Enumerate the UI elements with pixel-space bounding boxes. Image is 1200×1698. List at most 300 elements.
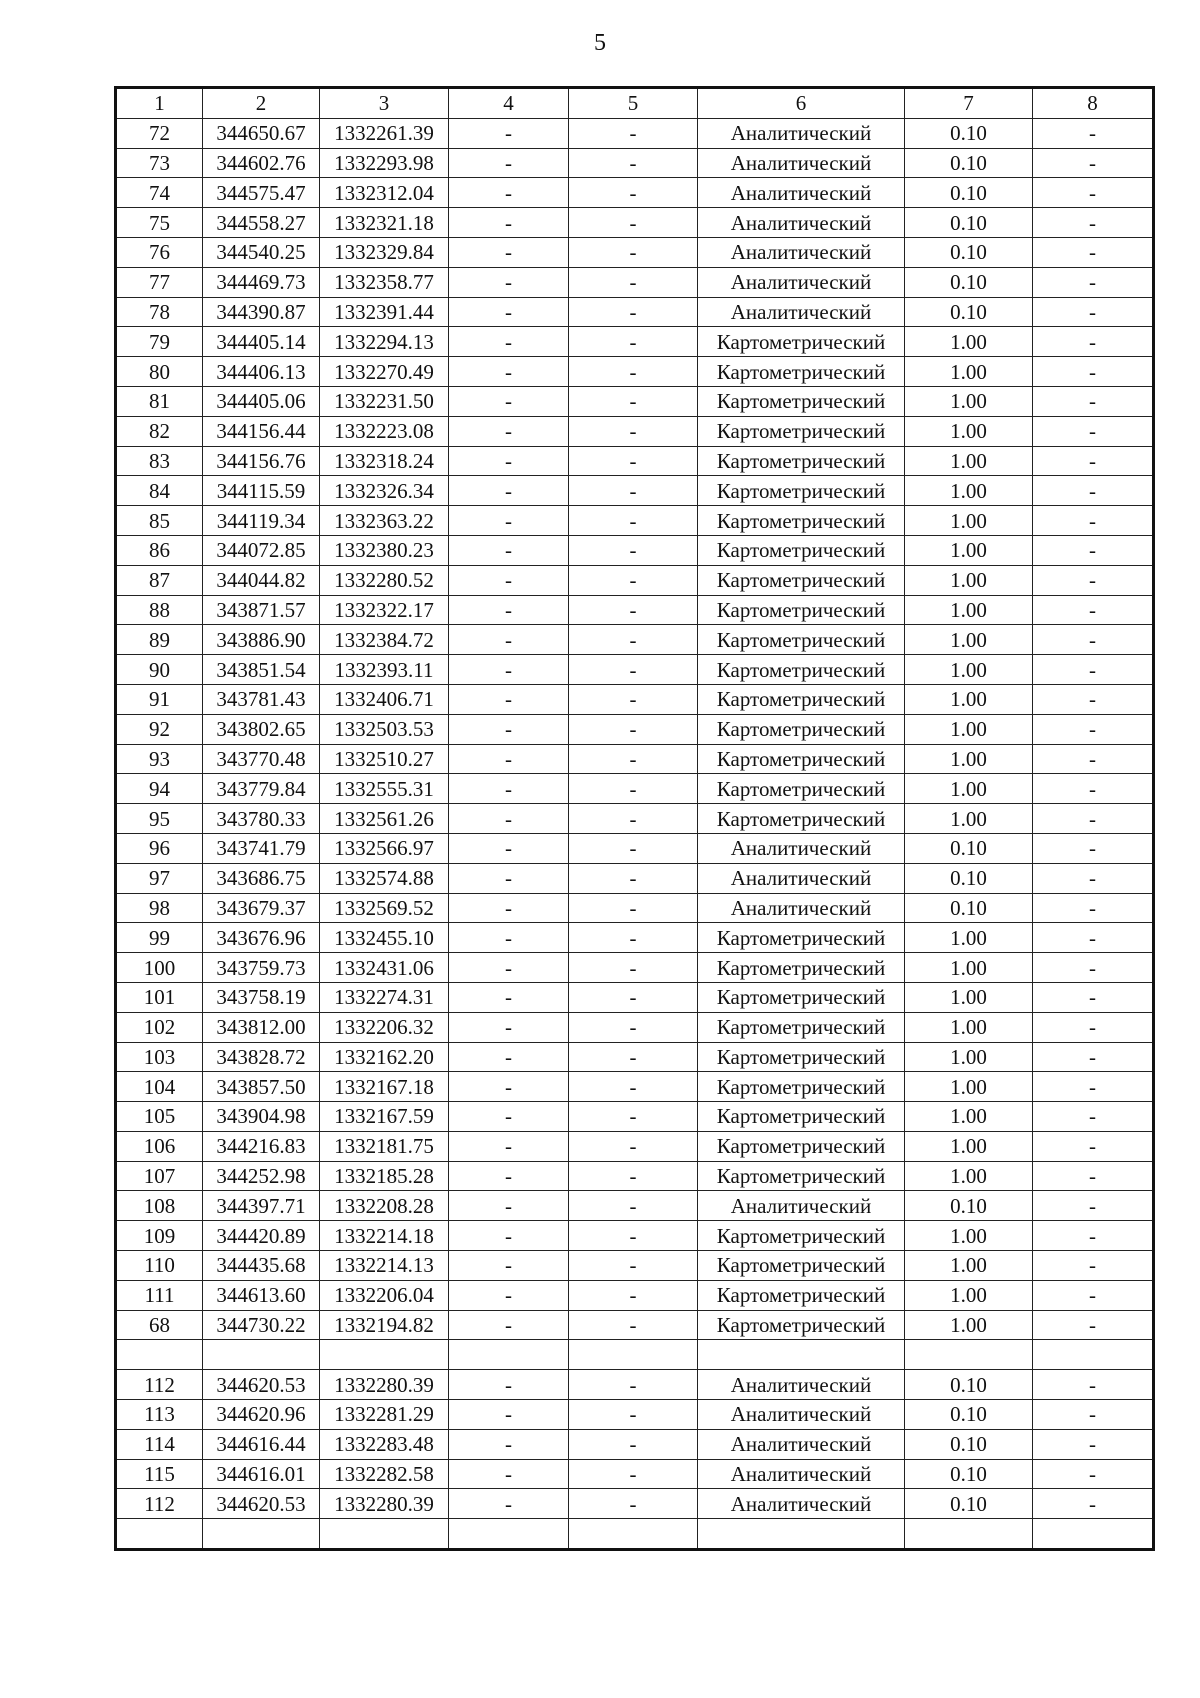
table-cell-col-2: 343770.48 [203, 744, 320, 774]
table-cell-col-2: 344405.14 [203, 327, 320, 357]
header-row [116, 88, 1154, 119]
table-cell-col-4: - [449, 416, 569, 446]
table-row [116, 327, 1154, 357]
table-cell-col-5: - [569, 714, 698, 744]
table-cell-col-7: 0.10 [905, 297, 1033, 327]
column-header-1: 1 [116, 88, 203, 119]
table-row [116, 1251, 1154, 1281]
table-cell-col-6: Картометрический [698, 565, 905, 595]
table-cell-col-3: 1332274.31 [320, 982, 449, 1012]
table-cell-col-5: - [569, 237, 698, 267]
table-cell-col-5: - [569, 1280, 698, 1310]
table-cell-col-1: 91 [116, 684, 203, 714]
table-cell-col-8: - [1033, 1310, 1154, 1340]
table-cell-col-3: 1332393.11 [320, 655, 449, 685]
table-cell-col-1: 86 [116, 535, 203, 565]
table-cell-col-5: - [569, 1102, 698, 1132]
table-cell-col-1: 111 [116, 1280, 203, 1310]
table-cell-col-1: 103 [116, 1042, 203, 1072]
table-cell-col-5: - [569, 1221, 698, 1251]
table-cell-col-6: Аналитический [698, 1429, 905, 1459]
table-cell-col-7: 1.00 [905, 1280, 1033, 1310]
table-cell-col-4: - [449, 804, 569, 834]
table-cell-col-3: 1332181.75 [320, 1131, 449, 1161]
table-cell-col-5: - [569, 1400, 698, 1430]
table-row [116, 1310, 1154, 1340]
table-cell-col-1: 105 [116, 1102, 203, 1132]
table-cell-col-6: Картометрический [698, 1042, 905, 1072]
column-header-6: 6 [698, 88, 905, 119]
table-row [116, 833, 1154, 863]
table-cell-col-8: - [1033, 1131, 1154, 1161]
table-cell-col-6: Картометрический [698, 327, 905, 357]
table-cell-col-2: 344602.76 [203, 148, 320, 178]
table-cell-col-4: - [449, 1310, 569, 1340]
column-header-4: 4 [449, 88, 569, 119]
table-cell-col-4: - [449, 357, 569, 387]
table-cell-col-3: 1332391.44 [320, 297, 449, 327]
table-cell-col-3: 1332206.32 [320, 1012, 449, 1042]
table-cell-col-4: - [449, 1221, 569, 1251]
table-cell-col-8: - [1033, 774, 1154, 804]
table-header [116, 88, 1154, 119]
table-cell-col-8: - [1033, 893, 1154, 923]
table-cell-col-6: Картометрический [698, 357, 905, 387]
table-cell-col-6: Картометрический [698, 446, 905, 476]
table-cell-col-5: - [569, 1370, 698, 1400]
table-cell-col-5: - [569, 1042, 698, 1072]
table-row [116, 1161, 1154, 1191]
table-row [116, 744, 1154, 774]
table-cell-col-2 [203, 1519, 320, 1550]
table-cell-col-5: - [569, 1310, 698, 1340]
table-cell-col-2: 344119.34 [203, 506, 320, 536]
table-cell-col-3: 1332574.88 [320, 863, 449, 893]
table-cell-col-7: 1.00 [905, 923, 1033, 953]
table-cell-col-1: 77 [116, 267, 203, 297]
table-cell-col-8: - [1033, 327, 1154, 357]
table-cell-col-3: 1332162.20 [320, 1042, 449, 1072]
table-cell-col-1 [116, 1340, 203, 1370]
table-cell-col-3: 1332270.49 [320, 357, 449, 387]
table-cell-col-6: Картометрический [698, 744, 905, 774]
table-cell-col-6: Картометрический [698, 774, 905, 804]
table-cell-col-1: 93 [116, 744, 203, 774]
table-cell-col-5: - [569, 982, 698, 1012]
table-cell-col-2: 344650.67 [203, 118, 320, 148]
table-cell-col-1: 80 [116, 357, 203, 387]
table-cell-col-8: - [1033, 684, 1154, 714]
table-row [116, 1429, 1154, 1459]
table-cell-col-6: Картометрический [698, 714, 905, 744]
table-cell-col-7: 1.00 [905, 1042, 1033, 1072]
table-cell-col-6: Аналитический [698, 267, 905, 297]
table-cell-col-1: 101 [116, 982, 203, 1012]
table-cell-col-4: - [449, 923, 569, 953]
table-cell-col-6: Картометрический [698, 804, 905, 834]
table-cell-col-6: Картометрический [698, 684, 905, 714]
table-cell-col-1: 108 [116, 1191, 203, 1221]
table-cell-col-7: 1.00 [905, 535, 1033, 565]
table-cell-col-8 [1033, 1519, 1154, 1550]
table-cell-col-8: - [1033, 565, 1154, 595]
table-cell-col-4: - [449, 714, 569, 744]
table-cell-col-6: Аналитический [698, 1191, 905, 1221]
table-row [116, 893, 1154, 923]
table-cell-col-8: - [1033, 506, 1154, 536]
table-cell-col-5: - [569, 178, 698, 208]
table-cell-col-8: - [1033, 1191, 1154, 1221]
table-cell-col-4: - [449, 655, 569, 685]
table-cell-col-5: - [569, 416, 698, 446]
table-row [116, 476, 1154, 506]
table-cell-col-8: - [1033, 923, 1154, 953]
table-cell-col-8: - [1033, 804, 1154, 834]
table-cell-col-3: 1332503.53 [320, 714, 449, 744]
table-row [116, 684, 1154, 714]
table-cell-col-6: Аналитический [698, 148, 905, 178]
table-cell-col-8 [1033, 1340, 1154, 1370]
table-cell-col-5: - [569, 1131, 698, 1161]
table-cell-col-4: - [449, 1012, 569, 1042]
table-cell-col-3: 1332282.58 [320, 1459, 449, 1489]
table-cell-col-2: 344613.60 [203, 1280, 320, 1310]
table-cell-col-6: Картометрический [698, 1221, 905, 1251]
table-cell-col-4: - [449, 982, 569, 1012]
table-cell-col-3 [320, 1519, 449, 1550]
table-cell-col-2: 343741.79 [203, 833, 320, 863]
table-cell-col-6: Аналитический [698, 1400, 905, 1430]
table-row [116, 1519, 1154, 1550]
table-row [116, 267, 1154, 297]
table-cell-col-2: 344620.53 [203, 1370, 320, 1400]
table-row [116, 1042, 1154, 1072]
table-cell-col-8: - [1033, 833, 1154, 863]
table-cell-col-8: - [1033, 357, 1154, 387]
table-cell-col-1: 89 [116, 625, 203, 655]
table-cell-col-4: - [449, 565, 569, 595]
table-cell-col-4: - [449, 893, 569, 923]
table-row [116, 357, 1154, 387]
table-cell-col-5: - [569, 1161, 698, 1191]
table-row [116, 953, 1154, 983]
table-cell-col-3: 1332566.97 [320, 833, 449, 863]
table-row [116, 804, 1154, 834]
table-row [116, 1340, 1154, 1370]
table-cell-col-6: Картометрический [698, 625, 905, 655]
table-cell-col-4: - [449, 744, 569, 774]
table-cell-col-6: Картометрический [698, 982, 905, 1012]
table-cell-col-3: 1332363.22 [320, 506, 449, 536]
table-cell-col-5: - [569, 655, 698, 685]
table-cell-col-7: 1.00 [905, 327, 1033, 357]
table-cell-col-8: - [1033, 1251, 1154, 1281]
table-cell-col-1: 112 [116, 1489, 203, 1519]
table-cell-col-5: - [569, 357, 698, 387]
table-cell-col-8: - [1033, 863, 1154, 893]
table-cell-col-8: - [1033, 1042, 1154, 1072]
table-body [116, 118, 1154, 1549]
table-cell-col-1: 95 [116, 804, 203, 834]
table-cell-col-1: 90 [116, 655, 203, 685]
table-cell-col-7: 1.00 [905, 744, 1033, 774]
table-row [116, 1072, 1154, 1102]
table-row [116, 535, 1154, 565]
table-cell-col-4: - [449, 267, 569, 297]
table-cell-col-3: 1332185.28 [320, 1161, 449, 1191]
table-cell-col-1: 82 [116, 416, 203, 446]
table-cell-col-6: Картометрический [698, 1251, 905, 1281]
table-cell-col-1: 88 [116, 595, 203, 625]
table-cell-col-2: 344616.01 [203, 1459, 320, 1489]
table-cell-col-5: - [569, 386, 698, 416]
table-cell-col-5: - [569, 1072, 698, 1102]
table-cell-col-8: - [1033, 148, 1154, 178]
table-cell-col-5: - [569, 476, 698, 506]
table-row [116, 297, 1154, 327]
table-cell-col-2: 343886.90 [203, 625, 320, 655]
table-cell-col-5: - [569, 208, 698, 238]
table-row [116, 506, 1154, 536]
table-cell-col-4: - [449, 446, 569, 476]
table-cell-col-2: 343780.33 [203, 804, 320, 834]
table-cell-col-7: 0.10 [905, 863, 1033, 893]
table-cell-col-8: - [1033, 1489, 1154, 1519]
table-cell-col-7: 1.00 [905, 953, 1033, 983]
table-cell-col-8: - [1033, 1072, 1154, 1102]
table-cell-col-6 [698, 1519, 905, 1550]
table-cell-col-7: 0.10 [905, 1370, 1033, 1400]
table-cell-col-2: 344540.25 [203, 237, 320, 267]
table-cell-col-8: - [1033, 625, 1154, 655]
table-cell-col-6: Картометрический [698, 1161, 905, 1191]
table-cell-col-5: - [569, 863, 698, 893]
table-row [116, 863, 1154, 893]
table-cell-col-8: - [1033, 1221, 1154, 1251]
table-cell-col-2: 343904.98 [203, 1102, 320, 1132]
table-cell-col-4: - [449, 1131, 569, 1161]
table-cell-col-3: 1332281.29 [320, 1400, 449, 1430]
table-cell-col-4 [449, 1340, 569, 1370]
table-cell-col-5: - [569, 535, 698, 565]
table-cell-col-4: - [449, 1429, 569, 1459]
table-cell-col-2: 344620.96 [203, 1400, 320, 1430]
table-cell-col-3: 1332455.10 [320, 923, 449, 953]
table-cell-col-8: - [1033, 237, 1154, 267]
table-cell-col-5: - [569, 1489, 698, 1519]
table-cell-col-3: 1332431.06 [320, 953, 449, 983]
table-cell-col-3: 1332321.18 [320, 208, 449, 238]
table-cell-col-7: 0.10 [905, 148, 1033, 178]
table-row [116, 1102, 1154, 1132]
table-cell-col-7: 0.10 [905, 118, 1033, 148]
table-cell-col-5: - [569, 1429, 698, 1459]
table-cell-col-2: 343812.00 [203, 1012, 320, 1042]
table-row [116, 595, 1154, 625]
table-cell-col-4: - [449, 684, 569, 714]
table-cell-col-2: 344252.98 [203, 1161, 320, 1191]
table-cell-col-1 [116, 1519, 203, 1550]
table-cell-col-2: 343676.96 [203, 923, 320, 953]
table-cell-col-2: 344616.44 [203, 1429, 320, 1459]
table-cell-col-2 [203, 1340, 320, 1370]
table-cell-col-5: - [569, 893, 698, 923]
table-cell-col-7: 1.00 [905, 386, 1033, 416]
table-cell-col-6: Аналитический [698, 208, 905, 238]
table-cell-col-8: - [1033, 297, 1154, 327]
table-cell-col-2: 343686.75 [203, 863, 320, 893]
table-cell-col-3: 1332280.39 [320, 1489, 449, 1519]
table-cell-col-2: 344406.13 [203, 357, 320, 387]
table-row [116, 982, 1154, 1012]
table-cell-col-5: - [569, 744, 698, 774]
table-cell-col-8: - [1033, 446, 1154, 476]
table-cell-col-7: 1.00 [905, 982, 1033, 1012]
table-row [116, 1131, 1154, 1161]
table-row [116, 565, 1154, 595]
table-cell-col-4: - [449, 208, 569, 238]
table-cell-col-7: 1.00 [905, 684, 1033, 714]
table-cell-col-1: 109 [116, 1221, 203, 1251]
coordinates-table [114, 86, 1155, 1551]
table-cell-col-5: - [569, 1012, 698, 1042]
table-cell-col-4: - [449, 1400, 569, 1430]
table-cell-col-1: 78 [116, 297, 203, 327]
table-cell-col-1: 94 [116, 774, 203, 804]
table-cell-col-4: - [449, 1459, 569, 1489]
table-cell-col-5: - [569, 774, 698, 804]
table-cell-col-3: 1332318.24 [320, 446, 449, 476]
table-cell-col-6: Картометрический [698, 1072, 905, 1102]
table-cell-col-1: 98 [116, 893, 203, 923]
table-cell-col-2: 344575.47 [203, 178, 320, 208]
table-cell-col-4: - [449, 1042, 569, 1072]
table-cell-col-7: 0.10 [905, 1400, 1033, 1430]
table-cell-col-4: - [449, 953, 569, 983]
table-cell-col-3: 1332214.13 [320, 1251, 449, 1281]
table-cell-col-6: Картометрический [698, 953, 905, 983]
table-row [116, 1400, 1154, 1430]
table-cell-col-6: Картометрический [698, 476, 905, 506]
table-cell-col-4: - [449, 774, 569, 804]
table-cell-col-2: 344390.87 [203, 297, 320, 327]
table-cell-col-5: - [569, 595, 698, 625]
table-cell-col-1: 99 [116, 923, 203, 953]
table-cell-col-1: 104 [116, 1072, 203, 1102]
table-cell-col-2: 344469.73 [203, 267, 320, 297]
table-cell-col-3: 1332223.08 [320, 416, 449, 446]
table-cell-col-1: 87 [116, 565, 203, 595]
table-cell-col-6: Аналитический [698, 1370, 905, 1400]
table-cell-col-6: Картометрический [698, 386, 905, 416]
table-cell-col-8: - [1033, 208, 1154, 238]
table-row [116, 118, 1154, 148]
table-row [116, 446, 1154, 476]
table-cell-col-1: 115 [116, 1459, 203, 1489]
table-cell-col-6: Аналитический [698, 893, 905, 923]
table-row [116, 1489, 1154, 1519]
table-row [116, 625, 1154, 655]
table-row [116, 386, 1154, 416]
table-cell-col-4: - [449, 297, 569, 327]
table-cell-col-5: - [569, 833, 698, 863]
table-cell-col-7 [905, 1519, 1033, 1550]
table-cell-col-6: Картометрический [698, 1102, 905, 1132]
table-row [116, 1221, 1154, 1251]
table-cell-col-1: 75 [116, 208, 203, 238]
table-cell-col-2: 344156.76 [203, 446, 320, 476]
table-cell-col-4: - [449, 833, 569, 863]
table-cell-col-5: - [569, 506, 698, 536]
table-cell-col-7: 0.10 [905, 267, 1033, 297]
table-cell-col-8: - [1033, 1400, 1154, 1430]
table-cell-col-7: 1.00 [905, 774, 1033, 804]
table-cell-col-4: - [449, 476, 569, 506]
table-cell-col-3: 1332326.34 [320, 476, 449, 506]
table-cell-col-5: - [569, 1251, 698, 1281]
table-cell-col-4: - [449, 327, 569, 357]
table-cell-col-5 [569, 1340, 698, 1370]
table-cell-col-4: - [449, 386, 569, 416]
table-cell-col-2: 344072.85 [203, 535, 320, 565]
table-cell-col-3: 1332561.26 [320, 804, 449, 834]
table-cell-col-3: 1332380.23 [320, 535, 449, 565]
table-row [116, 237, 1154, 267]
table-cell-col-2: 343679.37 [203, 893, 320, 923]
table-cell-col-7: 0.10 [905, 1459, 1033, 1489]
table-cell-col-3: 1332384.72 [320, 625, 449, 655]
table-cell-col-7: 1.00 [905, 804, 1033, 834]
table-cell-col-4: - [449, 148, 569, 178]
table-cell-col-2: 344435.68 [203, 1251, 320, 1281]
table-cell-col-2: 343758.19 [203, 982, 320, 1012]
table-row [116, 774, 1154, 804]
table-cell-col-2: 343781.43 [203, 684, 320, 714]
table-cell-col-7: 1.00 [905, 714, 1033, 744]
table-cell-col-3: 1332406.71 [320, 684, 449, 714]
table-cell-col-7: 0.10 [905, 833, 1033, 863]
table-cell-col-1: 106 [116, 1131, 203, 1161]
table-cell-col-3: 1332214.18 [320, 1221, 449, 1251]
table-cell-col-3: 1332280.39 [320, 1370, 449, 1400]
table-row [116, 148, 1154, 178]
table-cell-col-5: - [569, 1459, 698, 1489]
table-cell-col-7: 1.00 [905, 595, 1033, 625]
table-cell-col-7: 1.00 [905, 625, 1033, 655]
column-header-2: 2 [203, 88, 320, 119]
table-cell-col-7: 1.00 [905, 1310, 1033, 1340]
table-cell-col-8: - [1033, 1102, 1154, 1132]
table-cell-col-4 [449, 1519, 569, 1550]
table-cell-col-3: 1332312.04 [320, 178, 449, 208]
table-cell-col-3: 1332167.18 [320, 1072, 449, 1102]
table-cell-col-5: - [569, 804, 698, 834]
table-cell-col-4: - [449, 237, 569, 267]
table-cell-col-3: 1332294.13 [320, 327, 449, 357]
table-row [116, 1012, 1154, 1042]
table-cell-col-7: 1.00 [905, 416, 1033, 446]
table-cell-col-7: 0.10 [905, 1489, 1033, 1519]
table-cell-col-5: - [569, 446, 698, 476]
column-header-7: 7 [905, 88, 1033, 119]
table-cell-col-4: - [449, 625, 569, 655]
table-cell-col-2: 344730.22 [203, 1310, 320, 1340]
table-cell-col-1: 73 [116, 148, 203, 178]
table-cell-col-7: 1.00 [905, 1131, 1033, 1161]
table-cell-col-5: - [569, 923, 698, 953]
table-row [116, 416, 1154, 446]
table-cell-col-3: 1332231.50 [320, 386, 449, 416]
